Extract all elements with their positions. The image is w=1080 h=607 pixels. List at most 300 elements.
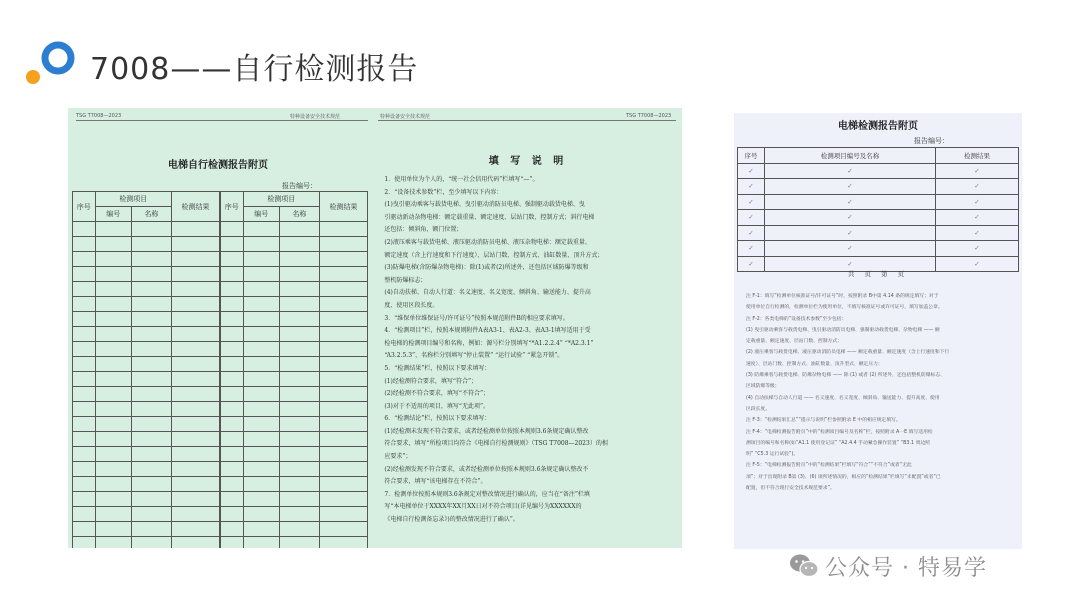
table-cell <box>73 282 96 297</box>
table-cell <box>73 447 96 462</box>
col-name: 名称 <box>279 207 319 222</box>
table-cell <box>320 477 368 492</box>
table-row <box>73 507 220 522</box>
instructions-text <box>376 174 676 527</box>
table-cell <box>279 297 319 312</box>
table-cell <box>131 342 171 357</box>
table-cell <box>172 402 220 417</box>
instruction-line: 引驱动新动杂物电梯：额定载重量、额定速度、层站门数、控制方式；斜行电梯 <box>384 213 595 221</box>
table-cell <box>95 477 131 492</box>
table-cell <box>320 282 368 297</box>
table-row <box>221 312 368 327</box>
table-cell <box>73 462 96 477</box>
table-cell <box>243 432 279 447</box>
table-row <box>73 357 220 372</box>
table-cell <box>73 417 96 432</box>
table-cell <box>131 282 171 297</box>
table-cell <box>95 447 131 462</box>
left-doc-header-title: 特种设备安全技术规范 <box>290 114 341 120</box>
table-cell <box>131 312 171 327</box>
table-row <box>221 222 368 237</box>
table-row <box>73 327 220 342</box>
table-cell <box>221 387 244 402</box>
table-cell <box>172 492 220 507</box>
table-cell <box>221 282 244 297</box>
table-cell <box>320 312 368 327</box>
instruction-line: (1)曳引驱动乘客与载货电梯、曳引驱动消防员电梯、强制驱动载货电梯、曳 <box>384 201 585 209</box>
table-row <box>221 252 368 267</box>
instruction-line: 检电梯的检测项目编号和名称，例如：源号栏分别填写“*A1.2.2.4” “*A2.3.1” <box>384 339 594 347</box>
right-results-table <box>737 147 1019 272</box>
check-cell: ✓ <box>738 225 765 241</box>
table-cell <box>279 477 319 492</box>
col-result: 检测结果 <box>172 192 220 222</box>
check-cell: ✓ <box>936 179 1019 195</box>
table-row <box>221 507 368 522</box>
table-cell <box>73 492 96 507</box>
table-cell <box>320 327 368 342</box>
table-row <box>221 372 368 387</box>
table-cell <box>73 297 96 312</box>
note-line: (2) 液压乘客与载货电梯、液压驱动消防员电梯 —— 额定载重量、额定速度（含上行速度和下行 <box>746 350 950 356</box>
table-cell <box>172 507 220 522</box>
table-cell <box>131 327 171 342</box>
instruction-line: 整机防爆标志； <box>384 276 427 284</box>
table-row <box>221 297 368 312</box>
table-cell <box>279 432 319 447</box>
table-cell <box>95 342 131 357</box>
instruction-line: 1．使用单位为个人的，“统一社会信用代码”栏填写“—”。 <box>384 176 539 183</box>
table-cell <box>320 267 368 282</box>
table-cell <box>73 312 96 327</box>
table-row <box>73 297 220 312</box>
table-cell <box>279 237 319 252</box>
table-cell <box>172 372 220 387</box>
note-line: 区域防爆等级； <box>746 384 780 390</box>
table-cell <box>172 282 220 297</box>
table-cell <box>243 267 279 282</box>
table-cell <box>243 327 279 342</box>
table-cell <box>95 297 131 312</box>
table-cell <box>221 252 244 267</box>
watermark <box>789 546 987 586</box>
check-cell: ✓ <box>738 194 765 210</box>
table-cell <box>73 432 96 447</box>
note-line: 速度）、层站门数、控制方式、油缸数量、顶升型式、额定压力； <box>746 361 883 367</box>
note-line: 配置，但不符合现行安全技术规范要求”。 <box>746 486 835 492</box>
table-cell <box>221 357 244 372</box>
note-line: 测项目的编号和名称(如“A1.1 使用登记证” “A2.4.4 手动紧急操作装置” “B3.1 周边照 <box>746 440 930 446</box>
instruction-line: 度、使用区段长度。 <box>384 301 439 309</box>
table-cell <box>221 447 244 462</box>
table-row <box>73 447 220 462</box>
left-doc-header-code: TSG T7008—2023 <box>76 113 122 119</box>
table-cell <box>73 222 96 237</box>
col-code: 编号 <box>95 207 131 222</box>
instruction-line: (4)自动扶梯、自动人行道：名义速度、名义宽度、倾斜角、输送能力、提升高 <box>384 289 591 297</box>
table-row <box>221 342 368 357</box>
check-cell: ✓ <box>765 256 936 272</box>
table-cell <box>95 522 131 537</box>
table-cell <box>95 282 131 297</box>
table-cell <box>320 522 368 537</box>
table-header-row <box>73 192 220 207</box>
table-cell <box>221 477 244 492</box>
table-cell <box>279 387 319 402</box>
table-row <box>73 402 220 417</box>
table-cell <box>172 447 220 462</box>
instruction-line: (3)防爆电梯(含防爆杂物电梯)：除(1)或者(2)所述外，还包括区域防爆等级和 <box>384 264 589 272</box>
table-cell <box>172 432 220 447</box>
table-cell <box>95 222 131 237</box>
table-cell <box>172 222 220 237</box>
table-cell <box>243 402 279 417</box>
table-row <box>221 477 368 492</box>
slide-title: 7008——自行检测报告 <box>90 52 419 87</box>
table-row <box>73 252 220 267</box>
table-cell <box>172 327 220 342</box>
table-cell <box>320 402 368 417</box>
table-cell <box>172 357 220 372</box>
table-cell <box>131 522 171 537</box>
table-cell <box>131 462 171 477</box>
table-cell <box>95 432 131 447</box>
note-line: 注 F-2：各类电梯的“设备技术参数”至少包括： <box>746 316 847 322</box>
table-row <box>73 267 220 282</box>
table-cell <box>243 447 279 462</box>
instruction-line: 6．“检测结论”栏，按照以下要求填写： <box>384 415 491 423</box>
table-cell <box>172 237 220 252</box>
note-line: (4) 自动扶梯与自动人行道 —— 名义速度、名义宽度、倾斜角、输送能力、提升高度、使用 <box>746 395 940 401</box>
instruction-line: 3．“维保单位维保证号/许可证号”按照本规范附件B的相应要求填写。 <box>384 314 569 322</box>
table-cell <box>221 432 244 447</box>
instruction-line: 符合要求，填写“该电梯存在不符合”。 <box>384 478 487 486</box>
table-cell <box>131 432 171 447</box>
table-cell <box>320 222 368 237</box>
table-cell <box>279 372 319 387</box>
wechat-icon <box>789 553 819 579</box>
table-cell <box>221 297 244 312</box>
table-cell <box>95 312 131 327</box>
table-cell <box>279 222 319 237</box>
table-cell <box>243 492 279 507</box>
table-cell <box>221 372 244 387</box>
page-footer: 共 页 第 页 <box>847 270 909 278</box>
table-row <box>221 282 368 297</box>
instruction-line: (1)经检测符合要求，填写“符合”； <box>384 377 478 385</box>
watermark-text: 公众号 · 特易学 <box>825 555 987 581</box>
table-row <box>73 312 220 327</box>
table-cell <box>243 222 279 237</box>
table-cell <box>279 507 319 522</box>
note-line: 使用单位自行检测的，检测单位栏为使用单位，不填写核准证号或许可证号，填写加盖公章。 <box>746 305 943 311</box>
table-cell <box>279 312 319 327</box>
check-cell: ✓ <box>738 179 765 195</box>
table-cell <box>73 357 96 372</box>
check-cell: ✓ <box>738 210 765 226</box>
table-cell <box>243 237 279 252</box>
instruction-line: (3)对于不适用的项目，填写“无此项”。 <box>384 402 490 410</box>
table-cell <box>221 537 244 549</box>
table-row <box>738 210 1019 226</box>
table-cell <box>320 462 368 477</box>
table-cell <box>73 237 96 252</box>
check-cell: ✓ <box>936 194 1019 210</box>
table-cell <box>320 537 368 549</box>
table-cell <box>221 462 244 477</box>
table-cell <box>73 522 96 537</box>
table-cell <box>131 372 171 387</box>
table-cell <box>243 387 279 402</box>
table-cell <box>320 342 368 357</box>
table-cell <box>95 267 131 282</box>
notes-text <box>746 291 1018 494</box>
left-results-table <box>72 191 220 548</box>
col-seq: 序号 <box>221 192 244 222</box>
check-cell: ✓ <box>765 241 936 257</box>
col-item: 检测项目 <box>95 192 171 207</box>
table-cell <box>279 522 319 537</box>
table-cell <box>172 477 220 492</box>
right-report-number-label: 报告编号： <box>914 137 949 145</box>
table-cell <box>73 537 96 549</box>
table-cell <box>279 252 319 267</box>
table-cell <box>320 447 368 462</box>
table-cell <box>320 252 368 267</box>
table-cell <box>172 537 220 549</box>
table-cell <box>172 417 220 432</box>
table-cell <box>221 237 244 252</box>
table-cell <box>172 387 220 402</box>
instruction-line: “A3.2.5.3”，名称栏分别填写“停止装置” “运行试验” “紧急开锁”。 <box>384 352 564 360</box>
instruction-line: 写“本电梯单位于XXXX年XX月XX日对不符合项目(详见编号为XXXXXX的 <box>384 503 582 511</box>
col-code: 编号 <box>243 207 279 222</box>
check-cell: ✓ <box>936 225 1019 241</box>
table-cell <box>73 342 96 357</box>
table-cell <box>243 372 279 387</box>
table-cell <box>95 507 131 522</box>
table-cell <box>73 327 96 342</box>
table-cell <box>131 537 171 549</box>
table-cell <box>73 477 96 492</box>
table-row <box>73 537 220 549</box>
table-row <box>73 522 220 537</box>
table-cell <box>243 507 279 522</box>
left-form-title: 电梯自行检测报告附页 <box>168 160 268 171</box>
table-row <box>73 477 220 492</box>
table-header-row <box>221 192 368 207</box>
table-cell <box>131 297 171 312</box>
table-cell <box>221 402 244 417</box>
table-cell <box>279 417 319 432</box>
check-cell: ✓ <box>936 256 1019 272</box>
table-cell <box>73 372 96 387</box>
table-row <box>221 417 368 432</box>
ring-logo-icon <box>20 38 80 98</box>
table-cell <box>279 357 319 372</box>
table-cell <box>131 507 171 522</box>
table-cell <box>221 417 244 432</box>
table-row <box>221 387 368 402</box>
table-cell <box>131 477 171 492</box>
instruction-line: (2)经检测不符合要求，填写“不符合”； <box>384 390 490 398</box>
table-row <box>73 462 220 477</box>
col-item: 检测项目编号及名称 <box>765 148 936 164</box>
table-cell <box>279 342 319 357</box>
col-result: 检测结果 <box>320 192 368 222</box>
table-cell <box>279 537 319 549</box>
table-cell <box>243 297 279 312</box>
table-cell <box>320 357 368 372</box>
table-cell <box>172 462 220 477</box>
instruction-line: (2)经检测发现不符合要求，或者经检测单位按照本规则3.6条规定确认整改不 <box>384 465 589 473</box>
table-row <box>221 327 368 342</box>
table-cell <box>172 522 220 537</box>
table-cell <box>95 327 131 342</box>
table-cell <box>320 297 368 312</box>
table-cell <box>95 492 131 507</box>
table-row <box>738 225 1019 241</box>
table-row <box>73 432 220 447</box>
col-name: 名称 <box>131 207 171 222</box>
check-cell: ✓ <box>765 179 936 195</box>
check-cell: ✓ <box>738 256 765 272</box>
table-cell <box>73 252 96 267</box>
col-result: 检测结果 <box>936 148 1019 164</box>
table-cell <box>279 447 319 462</box>
instruction-line: 还包括：倾斜角、额门位置； <box>384 226 463 234</box>
table-row <box>73 372 220 387</box>
left-report-number-label: 报告编号： <box>282 182 317 190</box>
table-cell <box>95 372 131 387</box>
table-row <box>738 241 1019 257</box>
check-cell: ✓ <box>936 210 1019 226</box>
instruction-line: 4．“检测项目”栏，按照本规则附件A表A3-1、表A2-3、表A3-1填写适用于受 <box>384 327 591 335</box>
table-cell <box>221 327 244 342</box>
table-cell <box>221 267 244 282</box>
table-cell <box>243 357 279 372</box>
table-cell <box>73 402 96 417</box>
table-cell <box>73 387 96 402</box>
table-cell <box>95 462 131 477</box>
table-cell <box>320 492 368 507</box>
table-row <box>73 387 220 402</box>
check-cell: ✓ <box>738 163 765 179</box>
table-row <box>738 163 1019 179</box>
table-cell <box>279 462 319 477</box>
table-row <box>221 267 368 282</box>
table-cell <box>320 237 368 252</box>
table-cell <box>131 387 171 402</box>
table-row <box>738 179 1019 195</box>
table-row <box>221 447 368 462</box>
table-cell <box>221 492 244 507</box>
instruction-line: (2)液压乘客与载货电梯、液压驱动消防员电梯、液压杂物电梯：额定载重量、 <box>384 238 591 246</box>
table-cell <box>243 462 279 477</box>
table-cell <box>221 222 244 237</box>
instruction-line: 《电梯自行检测备忘录》)的整改情况进行了确认”。 <box>384 516 519 524</box>
note-line: 明” “C5.3 运行试验”)。 <box>746 452 799 458</box>
note-line: 注 F-3：“检测结果汇总”“提示与说明”栏参照附录 E 中的相应规定填写。 <box>746 418 901 424</box>
check-cell: ✓ <box>765 225 936 241</box>
table-row <box>73 342 220 357</box>
table-cell <box>95 252 131 267</box>
table-row <box>738 194 1019 210</box>
instruction-line: 额定速度（含上行速度和下行速度）、层站门数、控制方式、油缸数量、顶升方式； <box>384 251 604 259</box>
right-page-header-code: TSG T7008—2023 <box>626 113 672 119</box>
table-row <box>221 462 368 477</box>
table-cell <box>172 312 220 327</box>
table-cell <box>243 282 279 297</box>
check-cell: ✓ <box>765 210 936 226</box>
table-cell <box>73 507 96 522</box>
table-cell <box>243 342 279 357</box>
col-seq: 序号 <box>738 148 765 164</box>
table-cell <box>95 387 131 402</box>
check-cell: ✓ <box>936 163 1019 179</box>
note-line: 区段长度。 <box>746 406 770 412</box>
table-cell <box>172 252 220 267</box>
table-cell <box>279 327 319 342</box>
table-cell <box>243 477 279 492</box>
note-line: 项”；对于出现附录 B第 (3)、(6) 项所述情况的，相应的“检测结果”栏填写“未配置”或者“已 <box>746 474 941 480</box>
check-cell: ✓ <box>738 241 765 257</box>
table-cell <box>320 507 368 522</box>
table-cell <box>320 432 368 447</box>
table-row <box>221 237 368 252</box>
note-line: 注 F-5：“电梯检测报告附页”中的“检测结果”栏填写“符合”“不符合”或者“无此 <box>746 463 912 469</box>
table-row <box>221 357 368 372</box>
note-line: 定载重量、额定速度、层站门数、控制方式； <box>746 339 842 345</box>
table-cell <box>243 537 279 549</box>
table-cell <box>279 402 319 417</box>
table-cell <box>320 387 368 402</box>
table-row <box>73 282 220 297</box>
instruction-line: 2．“设备技术参数”栏，至少填写以下内容： <box>384 188 503 196</box>
left-document <box>68 108 682 548</box>
table-cell <box>279 492 319 507</box>
instruction-line: 7．检测单位按照本规则3.6条规定对整改情况进行确认的，应当在“备注”栏填 <box>384 490 590 498</box>
table-cell <box>131 492 171 507</box>
table-cell <box>95 417 131 432</box>
right-page-header-title: 特种设备安全技术规范 <box>380 114 431 120</box>
table-cell <box>95 357 131 372</box>
table-cell <box>221 312 244 327</box>
instruction-line: 符合要求，填写“所检项目均符合《电梯自行检测规则》（TSG T7008—2023）的相 <box>384 440 608 448</box>
right-form-title: 电梯检测报告附页 <box>838 121 918 132</box>
table-cell <box>243 522 279 537</box>
table-cell <box>221 522 244 537</box>
instruction-line: 5．“检测结果”栏，按照以下要求填写： <box>384 364 491 372</box>
table-cell <box>131 267 171 282</box>
table-row <box>73 417 220 432</box>
table-cell <box>131 357 171 372</box>
instructions-title: 填 写 说 明 <box>488 156 568 167</box>
table-cell <box>221 342 244 357</box>
table-row <box>221 402 368 417</box>
table-cell <box>221 507 244 522</box>
table-cell <box>243 252 279 267</box>
note-line: 注 F-1：填写“检测单位核准证号/许可证号”时，按照附录 B中第 4.14 条的规定填写；对于 <box>746 294 939 299</box>
check-cell: ✓ <box>765 163 936 179</box>
table-cell <box>131 402 171 417</box>
instruction-line: 应要求”； <box>384 453 412 461</box>
table-row <box>221 537 368 549</box>
table-cell <box>131 237 171 252</box>
col-seq: 序号 <box>73 192 96 222</box>
check-cell: ✓ <box>765 194 936 210</box>
check-cell: ✓ <box>936 241 1019 257</box>
